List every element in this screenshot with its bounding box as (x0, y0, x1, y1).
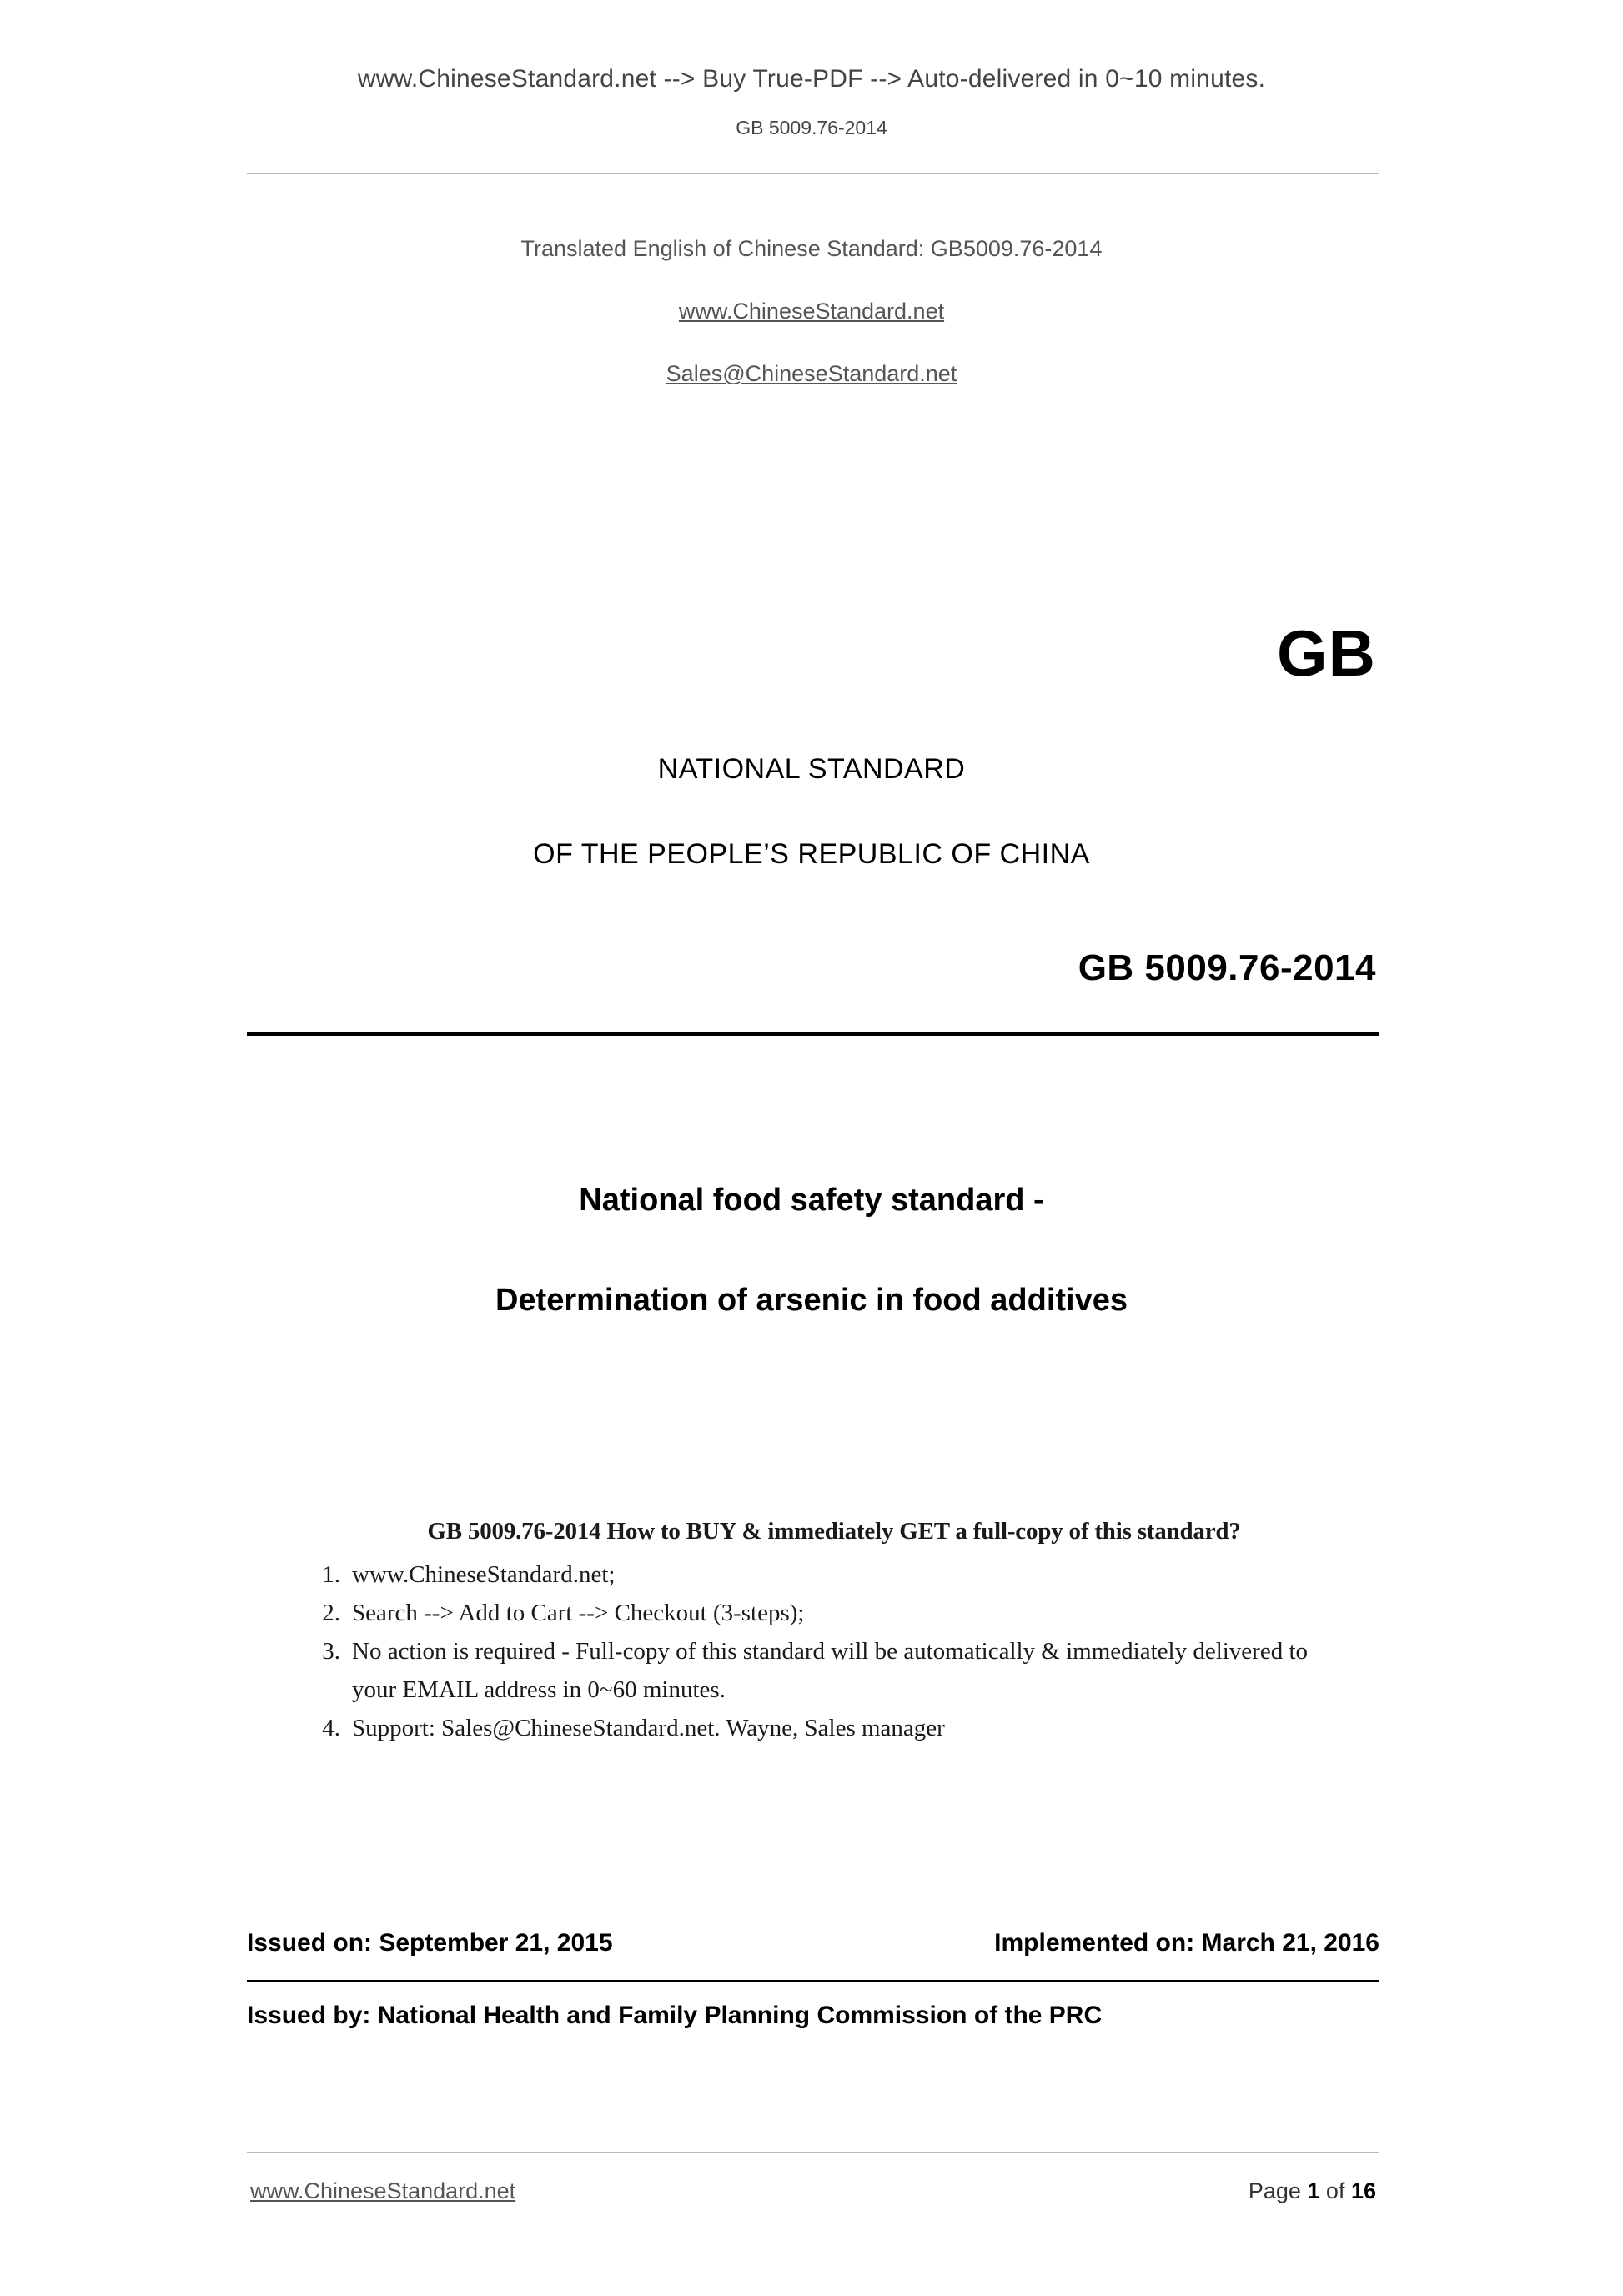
purchase-steps-list (317, 1555, 1351, 1747)
header-standard-code: GB 5009.76-2014 (736, 117, 887, 138)
step-text: Support: Sales@ChineseStandard.net. Wayne, Sales manager (352, 1715, 945, 1741)
step-text: www.ChineseStandard.net; (352, 1561, 616, 1588)
page-current: 1 (1307, 2178, 1320, 2203)
implemented-on-date: Implemented on: March 21, 2016 (994, 1929, 1379, 1957)
purchase-instructions-heading: GB 5009.76-2014 How to BUY & immediately GET a full-copy of this standard? (427, 1518, 1241, 1545)
list-item (317, 1594, 1351, 1632)
step-number: 1. (322, 1561, 340, 1588)
issued-on-date: Issued on: September 21, 2015 (247, 1929, 613, 1957)
step-text: Search --> Add to Cart --> Checkout (3-steps); (352, 1600, 805, 1626)
purchase-instructions (317, 1518, 1351, 1747)
gb-mark: GB (1277, 616, 1376, 690)
page-number (1249, 2178, 1376, 2204)
list-item (317, 1632, 1351, 1709)
step-number: 2. (322, 1600, 340, 1626)
website-link-text[interactable]: www.ChineseStandard.net (678, 299, 945, 324)
standard-number: GB 5009.76-2014 (1078, 947, 1376, 988)
step-number: 3. (322, 1638, 340, 1665)
page-total: 16 (1350, 2178, 1376, 2203)
header-divider (247, 173, 1379, 174)
issue-divider (247, 1980, 1379, 1982)
page-of: of (1319, 2178, 1351, 2203)
document-title-line2: Determination of arsenic in food additives (495, 1283, 1128, 1318)
step-number: 4. (322, 1715, 340, 1741)
list-item (317, 1555, 1351, 1594)
list-item (317, 1709, 1351, 1747)
country-label: OF THE PEOPLE’S REPUBLIC OF CHINA (533, 838, 1090, 870)
document-title-line1: National food safety standard - (579, 1183, 1044, 1218)
translated-standard-line: Translated English of Chinese Standard: GB5009.76-2014 (520, 236, 1103, 261)
page-prefix: Page (1248, 2178, 1308, 2203)
footer-divider (247, 2152, 1379, 2153)
website-link (0, 299, 1623, 324)
footer-website-link[interactable]: www.ChineseStandard.net (250, 2178, 516, 2203)
title-divider (247, 1032, 1379, 1036)
step-text: No action is required - Full-copy of this standard will be automatically & immediately delivered to your EMAIL address in 0~60 minutes. (352, 1638, 1309, 1703)
national-standard-label: NATIONAL STANDARD (657, 753, 966, 785)
email-link (0, 361, 1623, 387)
header-promo-text: www.ChineseStandard.net --> Buy True-PDF --> Auto-delivered in 0~10 minutes. (357, 65, 1266, 93)
email-link-text[interactable]: Sales@ChineseStandard.net (666, 361, 957, 386)
issued-by-text: Issued by: National Health and Family Planning Commission of the PRC (247, 2002, 1103, 2029)
